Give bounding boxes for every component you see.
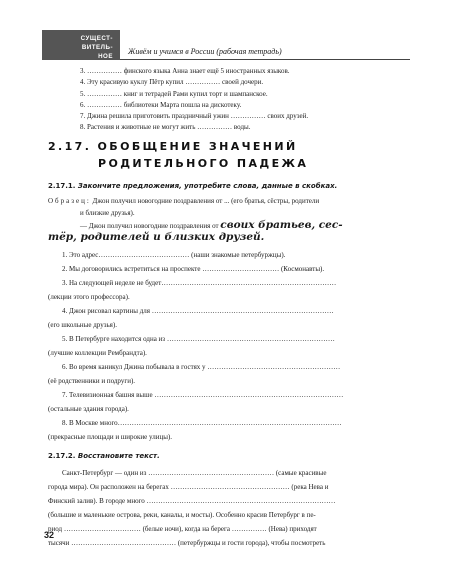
task-item: 1. Это адрес………………………………… (наши знакомые петербуржцы). bbox=[62, 251, 286, 259]
previous-exercise-list bbox=[80, 66, 308, 134]
text-line: города мира). Он расположен на берегах …………………………………………… (река Нева и bbox=[48, 483, 329, 491]
sample-answer-prefix: — Джон получил новогодние поздравления от bbox=[80, 222, 219, 230]
sample-label: Образец: bbox=[48, 197, 91, 205]
task-item: 5. В Петербурге находится одна из ……………………………………………………………… bbox=[62, 335, 335, 343]
section-title-line-1: 2.17. ОБОБЩЕНИЕ ЗНАЧЕНИЙ bbox=[48, 140, 298, 153]
chapter-tab-line: СУЩЕСТ- bbox=[80, 35, 113, 42]
task-item: 8. В Москве много…………………………………………………………………………………… bbox=[62, 419, 342, 427]
section-title-line-2: РОДИТЕЛЬНОГО ПАДЕЖА bbox=[98, 157, 309, 170]
exercise-item: 6. …………… библиотеки Марта пошла на дискотеку. bbox=[80, 100, 242, 109]
task-instruction: Закончите предложения, употребите слова, данные в скобках. bbox=[77, 182, 338, 190]
exercise-item: 5. …………… книг и тетрадей Рами купил торт и шампанское. bbox=[80, 89, 268, 98]
chapter-tab-line: НОЕ bbox=[98, 53, 113, 60]
exercise-item: 4. Эту красивую куклу Пётр купил …………… своей дочери. bbox=[80, 78, 264, 87]
chapter-tab bbox=[42, 30, 120, 60]
task-item: 4. Джон рисовал картины для …………………………………………………………………… bbox=[62, 307, 334, 315]
task-instruction: Восстановите текст. bbox=[77, 452, 160, 460]
text-line: (большие и маленькие острова, реки, каналы, и мосты). Особенно красив Петербург в пе- bbox=[48, 511, 316, 519]
exercise-item: 8. Растения и животные не могут жить …………… воды. bbox=[80, 123, 251, 132]
handwritten-answer: своих братьев, сес- bbox=[220, 219, 343, 231]
task-item-hint: (лучшие коллекции Рембрандта). bbox=[48, 349, 147, 357]
exercise-item: 7. Джина решила приготовить праздничный ужин …………… своих друзей. bbox=[80, 112, 309, 121]
task-item: 7. Телевизионная башня выше ……………………………………………………………………… bbox=[62, 391, 344, 399]
task-heading bbox=[48, 452, 160, 460]
task-heading bbox=[48, 182, 337, 190]
sample-text: Джон получил новогодние поздравления от ... (его братья, сёстры, родители bbox=[92, 197, 320, 205]
task-item-hint: (лекции этого профессора). bbox=[48, 293, 130, 301]
text-line: тысячи ……………………………………… (петербуржцы и гости города), чтобы посмотреть bbox=[48, 539, 326, 547]
text-line: риод …………………………… (белые ночи), когда на берега …………… (Нева) приходят bbox=[48, 525, 317, 533]
task-item-hint: (прекрасные площади и широкие улицы). bbox=[48, 433, 172, 441]
task-number: 2.17.2. bbox=[48, 452, 76, 460]
task-item: 2. Мы договорились встретиться на проспекте …………………………… (Космонавты). bbox=[62, 265, 325, 273]
page-number: 32 bbox=[44, 530, 55, 540]
task-item-hint: (его школьные друзья). bbox=[48, 321, 117, 329]
sample-line-2: и близкие друзья). bbox=[80, 209, 135, 217]
task-item-hint: (остальные здания города). bbox=[48, 405, 129, 413]
section-title bbox=[48, 138, 408, 172]
task-number: 2.17.1. bbox=[48, 182, 76, 190]
text-line: Санкт-Петербург — один из ……………………………………………… (самые красивые bbox=[62, 469, 327, 477]
exercise-item: 3. …………… финского языка Анна знает ещё 5 иностранных языков. bbox=[80, 67, 290, 75]
sample-line-1 bbox=[48, 196, 319, 207]
handwritten-answer: тёр, родителей и близких друзей. bbox=[48, 231, 265, 243]
task-item: 3. На следующей неделе не будет………………………………………………………………… bbox=[62, 279, 337, 287]
running-header: Живём и учимся в России (рабочая тетрадь) bbox=[120, 46, 410, 60]
chapter-tab-line: ВИТЕЛЬ- bbox=[81, 44, 113, 51]
task-item-hint: (её родственники и подруги). bbox=[48, 377, 136, 385]
text-line: Финский залив). В городе много ……………………………………………………………………… bbox=[48, 497, 336, 505]
task-item: 6. Во время каникул Джина побывала в гостях у ………………………………………………… bbox=[62, 363, 341, 371]
